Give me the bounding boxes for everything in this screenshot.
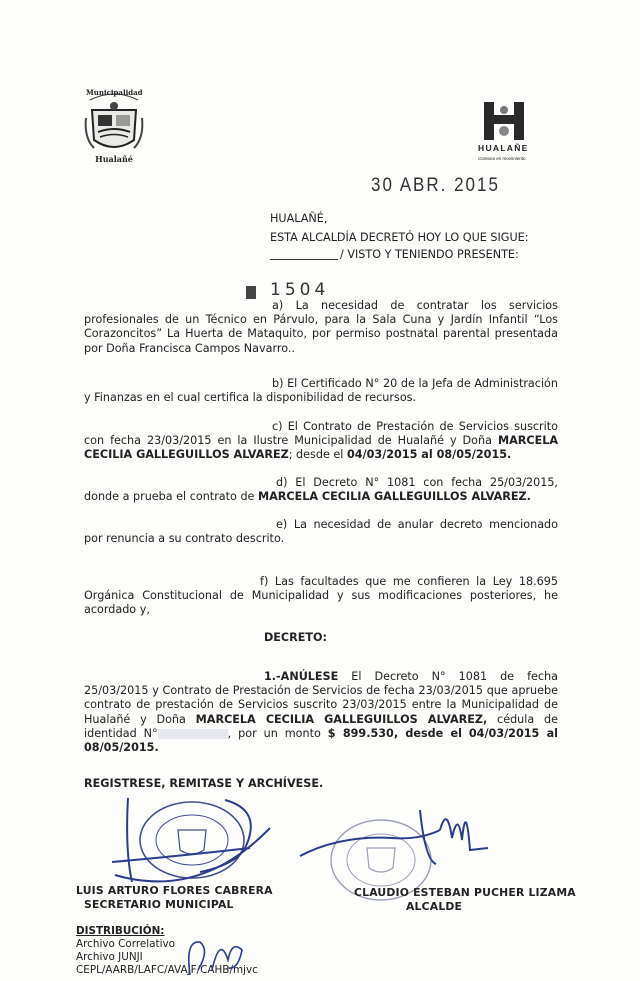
intro-city: HUALAÑÉ, xyxy=(270,212,328,225)
paragraph-f: f) Las facultades que me confieren la Ley 18.695 Orgánica Constitucional de Municipalidad y sus modificaciones posteriores, he acordado y, xyxy=(84,575,558,617)
intro-blank-line xyxy=(270,259,338,260)
seal-bottom-text: Hualañé xyxy=(95,154,133,164)
mayor-title: ALCALDE xyxy=(406,900,463,913)
logo-tagline: Comuna en movimiento xyxy=(478,156,526,161)
municipal-seal xyxy=(84,88,144,166)
contract-dates: 04/03/2015 al 08/05/2015. xyxy=(346,448,512,462)
seal-top-text: Municipalidad xyxy=(86,88,143,97)
distribution-line: Archivo Correlativo xyxy=(76,938,176,950)
paragraph-a: a) La necesidad de contratar los servicios profesionales de un Técnico en Párvulo, para la Sala Cuna y Jardín Infantil “Los Corazoncitos” La Huerta de Mataquito, por permiso postnatal parental presentada por Doña Francisca Campos Navarro.. xyxy=(84,299,558,355)
decree-number: 1504 xyxy=(270,280,330,300)
secretary-name: LUIS ARTURO FLORES CABRERA xyxy=(76,884,273,897)
mayor-name: CLAUDIO ESTEBAN PUCHER LIZAMA xyxy=(354,886,576,899)
h-letter-icon xyxy=(482,100,526,142)
hualane-logo xyxy=(474,100,554,170)
decree-number-mark xyxy=(246,286,256,299)
closing-line: REGISTRESE, REMITASE Y ARCHÍVESE. xyxy=(84,777,324,790)
paragraph-d: d) El Decreto N° 1081 con fecha 25/03/2015, donde a prueba el contrato de MARCELA CECILIA GALLEGUILLOS ALVAREZ. xyxy=(84,476,558,504)
date-stamp: 30 ABR. 2015 xyxy=(371,173,500,196)
paragraph-c: c) El Contrato de Prestación de Servicios suscrito con fecha 23/03/2015 en la Ilustre Municipalidad de Hualañé y Doña MARCELA CECILIA GALLEGUILLOS ALVAREZ; desde el 04/03/2015 al 08/05/2015. xyxy=(84,420,558,462)
paragraph-b: b) El Certificado N° 20 de la Jefa de Administración y Finanzas en el cual certifica la disponibilidad de recursos. xyxy=(84,377,558,405)
initials-scribble xyxy=(180,930,260,980)
secretary-title: SECRETARIO MUNICIPAL xyxy=(84,898,234,911)
intro-visto: / VISTO Y TENIENDO PRESENTE: xyxy=(340,248,519,261)
contractor-name: MARCELA CECILIA GALLEGUILLOS ALVAREZ xyxy=(84,434,558,462)
contract-amount: $ 899.530, desde el xyxy=(327,726,462,740)
distribution-line: Archivo JUNJI xyxy=(76,951,143,963)
contractor-name: MARCELA CECILIA GALLEGUILLOS ALVAREZ, xyxy=(195,712,488,726)
contract-dates: 04/03/2015 al 08/05/2015. xyxy=(84,726,558,755)
distribution-line: CEPL/AARB/LAFC/AVAJF/CAHB/mjvc xyxy=(76,964,258,976)
paragraph-e: e) La necesidad de anular decreto mencionado por renuncia a su contrato descrito. xyxy=(84,518,558,546)
resolution-paragraph: 1.-ANÚLESE El Decreto N° 1081 de fecha 25/03/2015 y Contrato de Prestación de Servicios de fecha 23/03/2015 que apruebe contrato de prestación de Servicios suscrito 23/03/2015 entre la Municipalidad de Hualañé y Doña MARCELA CECILIA GALLEGUILLOS ALVAREZ, cédula de identidad N° , por un monto $ 899.530, desde el 04/03/2015 al 08/05/2015. xyxy=(84,670,558,755)
secretary-signature xyxy=(112,798,270,882)
resolution-label: 1.-ANÚLESE xyxy=(264,670,339,683)
decreto-heading: DECRETO: xyxy=(264,631,328,644)
secretary-stamp xyxy=(140,802,244,878)
distribution-heading: DISTRIBUCIÓN: xyxy=(76,925,165,937)
id-number-redacted xyxy=(158,729,228,739)
intro-decreto-line: ESTA ALCALDÍA DECRETÓ HOY LO QUE SIGUE: xyxy=(270,231,529,244)
contractor-name: MARCELA CECILIA GALLEGUILLOS ALVAREZ. xyxy=(257,490,531,504)
logo-name: HUALAÑE xyxy=(478,143,529,153)
